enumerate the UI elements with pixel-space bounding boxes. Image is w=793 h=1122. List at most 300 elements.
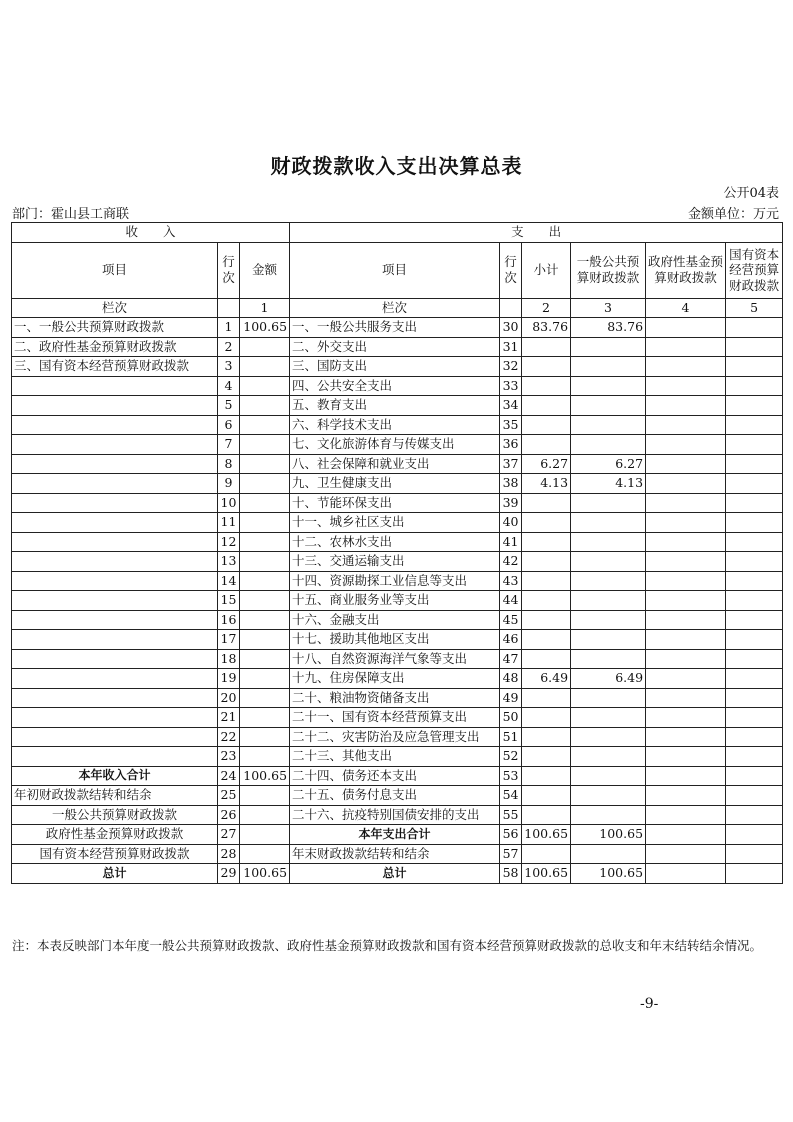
expend-line: 39 xyxy=(500,493,522,513)
subtotal-amount xyxy=(522,591,571,611)
gov-fund-amount xyxy=(646,435,726,455)
soe-budget-header: 国有资本经营预算财政拨款 xyxy=(726,242,783,298)
income-item xyxy=(12,454,218,474)
subtotal-amount xyxy=(522,766,571,786)
income-amount xyxy=(240,630,290,650)
income-line: 9 xyxy=(218,474,240,494)
soe-budget-amount xyxy=(726,474,783,494)
colnum-5: 5 xyxy=(726,298,783,318)
form-number: 公开04表 xyxy=(723,186,779,201)
income-line: 6 xyxy=(218,415,240,435)
income-line: 1 xyxy=(218,318,240,338)
general-budget-amount: 100.65 xyxy=(571,864,646,884)
expend-line: 58 xyxy=(500,864,522,884)
colnum-1: 1 xyxy=(240,298,290,318)
gov-fund-amount xyxy=(646,688,726,708)
table-row xyxy=(12,552,783,572)
expend-line: 32 xyxy=(500,357,522,377)
general-budget-amount xyxy=(571,844,646,864)
income-item xyxy=(12,474,218,494)
table-row xyxy=(12,786,783,806)
soe-budget-amount xyxy=(726,571,783,591)
subtotal-amount xyxy=(522,435,571,455)
soe-budget-amount xyxy=(726,435,783,455)
soe-budget-amount xyxy=(726,630,783,650)
gov-fund-amount xyxy=(646,318,726,338)
table-row xyxy=(12,669,783,689)
income-line: 5 xyxy=(218,396,240,416)
income-line: 12 xyxy=(218,532,240,552)
gov-fund-amount xyxy=(646,649,726,669)
gov-fund-amount xyxy=(646,669,726,689)
soe-budget-amount xyxy=(726,669,783,689)
subtotal-amount xyxy=(522,513,571,533)
income-amount xyxy=(240,805,290,825)
table-row xyxy=(12,318,783,338)
gov-fund-amount xyxy=(646,571,726,591)
soe-budget-amount xyxy=(726,396,783,416)
income-line: 23 xyxy=(218,747,240,767)
table-row xyxy=(12,688,783,708)
table-row xyxy=(12,435,783,455)
income-line: 24 xyxy=(218,766,240,786)
subtotal-amount: 100.65 xyxy=(522,864,571,884)
table-row xyxy=(12,805,783,825)
general-budget-amount xyxy=(571,532,646,552)
gov-fund-amount xyxy=(646,630,726,650)
income-item xyxy=(12,532,218,552)
income-amount xyxy=(240,513,290,533)
subtotal-header: 小计 xyxy=(522,242,571,298)
subtotal-amount xyxy=(522,552,571,572)
table-row xyxy=(12,571,783,591)
income-line: 11 xyxy=(218,513,240,533)
gov-fund-header: 政府性基金预算财政拨款 xyxy=(646,242,726,298)
general-budget-amount xyxy=(571,688,646,708)
page-number: -9- xyxy=(640,996,659,1012)
soe-budget-amount xyxy=(726,708,783,728)
income-item xyxy=(12,396,218,416)
income-item: 二、政府性基金预算财政拨款 xyxy=(12,337,218,357)
expend-item: 总计 xyxy=(290,864,500,884)
income-line: 15 xyxy=(218,591,240,611)
table-row xyxy=(12,513,783,533)
soe-budget-amount xyxy=(726,552,783,572)
expend-line: 46 xyxy=(500,630,522,650)
table-row xyxy=(12,357,783,377)
general-budget-amount xyxy=(571,610,646,630)
income-line: 2 xyxy=(218,337,240,357)
gov-fund-amount xyxy=(646,825,726,845)
soe-budget-amount xyxy=(726,688,783,708)
soe-budget-amount xyxy=(726,864,783,884)
expend-line: 34 xyxy=(500,396,522,416)
income-item xyxy=(12,649,218,669)
income-line: 27 xyxy=(218,825,240,845)
gov-fund-amount xyxy=(646,532,726,552)
gov-fund-amount xyxy=(646,864,726,884)
income-item: 国有资本经营预算财政拨款 xyxy=(12,844,218,864)
general-budget-amount xyxy=(571,805,646,825)
general-budget-amount xyxy=(571,396,646,416)
income-item xyxy=(12,591,218,611)
income-item xyxy=(12,513,218,533)
income-amount xyxy=(240,376,290,396)
income-amount xyxy=(240,844,290,864)
expend-line: 42 xyxy=(500,552,522,572)
subtotal-amount: 6.27 xyxy=(522,454,571,474)
general-budget-amount: 6.27 xyxy=(571,454,646,474)
income-item xyxy=(12,669,218,689)
soe-budget-amount xyxy=(726,747,783,767)
income-line: 25 xyxy=(218,786,240,806)
income-amount xyxy=(240,649,290,669)
expend-line: 37 xyxy=(500,454,522,474)
subtotal-amount xyxy=(522,532,571,552)
income-amount xyxy=(240,474,290,494)
subtotal-amount xyxy=(522,688,571,708)
soe-budget-amount xyxy=(726,493,783,513)
gov-fund-amount xyxy=(646,376,726,396)
soe-budget-amount xyxy=(726,649,783,669)
income-line-header: 行次 xyxy=(218,242,240,298)
expend-colnum-label: 栏次 xyxy=(290,298,500,318)
expend-item: 二十二、灾害防治及应急管理支出 xyxy=(290,727,500,747)
expend-item: 十五、商业服务业等支出 xyxy=(290,591,500,611)
expend-line-header: 行次 xyxy=(500,242,522,298)
income-line: 3 xyxy=(218,357,240,377)
expend-line: 53 xyxy=(500,766,522,786)
general-budget-amount xyxy=(571,415,646,435)
gov-fund-amount xyxy=(646,474,726,494)
income-item-header: 项目 xyxy=(12,242,218,298)
income-item xyxy=(12,552,218,572)
income-line: 21 xyxy=(218,708,240,728)
expend-line: 33 xyxy=(500,376,522,396)
table-row xyxy=(12,747,783,767)
general-budget-amount xyxy=(571,766,646,786)
soe-budget-amount xyxy=(726,844,783,864)
gov-fund-amount xyxy=(646,493,726,513)
subtotal-amount xyxy=(522,805,571,825)
expend-line: 57 xyxy=(500,844,522,864)
expend-item: 十、节能环保支出 xyxy=(290,493,500,513)
soe-budget-amount xyxy=(726,513,783,533)
income-amount xyxy=(240,571,290,591)
colnum-2: 2 xyxy=(522,298,571,318)
gov-fund-amount xyxy=(646,396,726,416)
general-budget-amount xyxy=(571,357,646,377)
income-item xyxy=(12,435,218,455)
income-amount xyxy=(240,591,290,611)
income-line: 16 xyxy=(218,610,240,630)
expend-item: 十七、援助其他地区支出 xyxy=(290,630,500,650)
table-row xyxy=(12,844,783,864)
gov-fund-amount xyxy=(646,786,726,806)
table-row xyxy=(12,649,783,669)
income-amount xyxy=(240,493,290,513)
income-line: 28 xyxy=(218,844,240,864)
income-amount-header: 金额 xyxy=(240,242,290,298)
income-amount xyxy=(240,825,290,845)
income-amount xyxy=(240,727,290,747)
subtotal-amount: 6.49 xyxy=(522,669,571,689)
subtotal-amount xyxy=(522,396,571,416)
expend-line: 45 xyxy=(500,610,522,630)
table-row xyxy=(12,610,783,630)
gov-fund-amount xyxy=(646,610,726,630)
income-amount: 100.65 xyxy=(240,318,290,338)
gov-fund-amount xyxy=(646,454,726,474)
fiscal-summary-table xyxy=(11,222,783,884)
income-item xyxy=(12,688,218,708)
expend-line: 36 xyxy=(500,435,522,455)
income-amount xyxy=(240,747,290,767)
footnote: 注：本表反映部门本年度一般公共预算财政拨款、政府性基金预算财政拨款和国有资本经营预算财政拨款的总收支和年末结转结余情况。 xyxy=(12,938,763,953)
income-item xyxy=(12,493,218,513)
subtotal-amount xyxy=(522,747,571,767)
department-label: 部门：霍山县工商联 xyxy=(12,207,130,222)
expend-item: 一、一般公共服务支出 xyxy=(290,318,500,338)
income-amount xyxy=(240,357,290,377)
income-item: 三、国有资本经营预算财政拨款 xyxy=(12,357,218,377)
general-budget-amount xyxy=(571,552,646,572)
soe-budget-amount xyxy=(726,415,783,435)
soe-budget-amount xyxy=(726,532,783,552)
table-row xyxy=(12,337,783,357)
income-item xyxy=(12,610,218,630)
soe-budget-amount xyxy=(726,337,783,357)
expend-item: 十二、农林水支出 xyxy=(290,532,500,552)
table-row xyxy=(12,708,783,728)
general-budget-amount: 100.65 xyxy=(571,825,646,845)
expend-item: 二十六、抗疫特别国债安排的支出 xyxy=(290,805,500,825)
expend-item: 十三、交通运输支出 xyxy=(290,552,500,572)
general-budget-amount xyxy=(571,435,646,455)
general-budget-amount: 4.13 xyxy=(571,474,646,494)
income-item: 一、一般公共预算财政拨款 xyxy=(12,318,218,338)
gov-fund-amount xyxy=(646,337,726,357)
table-row xyxy=(12,630,783,650)
expend-line: 49 xyxy=(500,688,522,708)
subtotal-amount xyxy=(522,493,571,513)
table-row xyxy=(12,454,783,474)
expend-line: 52 xyxy=(500,747,522,767)
income-amount xyxy=(240,532,290,552)
income-line: 20 xyxy=(218,688,240,708)
soe-budget-amount xyxy=(726,376,783,396)
income-line: 26 xyxy=(218,805,240,825)
expend-line: 51 xyxy=(500,727,522,747)
expend-item: 二十五、债务付息支出 xyxy=(290,786,500,806)
colnum-4: 4 xyxy=(646,298,726,318)
subtotal-amount: 83.76 xyxy=(522,318,571,338)
income-amount xyxy=(240,396,290,416)
expend-line-colnum xyxy=(500,298,522,318)
expend-header: 支 出 xyxy=(290,223,783,243)
subtotal-amount xyxy=(522,415,571,435)
income-amount: 100.65 xyxy=(240,864,290,884)
income-item: 总计 xyxy=(12,864,218,884)
income-line: 7 xyxy=(218,435,240,455)
expend-item: 十一、城乡社区支出 xyxy=(290,513,500,533)
income-amount xyxy=(240,435,290,455)
table-row xyxy=(12,532,783,552)
income-line: 13 xyxy=(218,552,240,572)
income-line: 18 xyxy=(218,649,240,669)
income-amount: 100.65 xyxy=(240,766,290,786)
gov-fund-amount xyxy=(646,844,726,864)
soe-budget-amount xyxy=(726,610,783,630)
expend-line: 44 xyxy=(500,591,522,611)
income-item xyxy=(12,708,218,728)
general-budget-amount xyxy=(571,747,646,767)
soe-budget-amount xyxy=(726,357,783,377)
soe-budget-amount xyxy=(726,454,783,474)
income-amount xyxy=(240,337,290,357)
expend-item: 十六、金融支出 xyxy=(290,610,500,630)
income-amount xyxy=(240,454,290,474)
expend-item: 二十四、债务还本支出 xyxy=(290,766,500,786)
subtotal-amount xyxy=(522,337,571,357)
subtotal-amount xyxy=(522,376,571,396)
expend-item: 十八、自然资源海洋气象等支出 xyxy=(290,649,500,669)
income-item: 政府性基金预算财政拨款 xyxy=(12,825,218,845)
income-amount xyxy=(240,610,290,630)
page-title: 财政拨款收入支出决算总表 xyxy=(270,154,523,178)
general-budget-amount: 83.76 xyxy=(571,318,646,338)
income-item: 一般公共预算财政拨款 xyxy=(12,805,218,825)
expend-item: 八、社会保障和就业支出 xyxy=(290,454,500,474)
gov-fund-amount xyxy=(646,708,726,728)
subtotal-amount xyxy=(522,844,571,864)
general-budget-amount xyxy=(571,630,646,650)
expend-item: 二十一、国有资本经营预算支出 xyxy=(290,708,500,728)
expend-line: 30 xyxy=(500,318,522,338)
expend-line: 31 xyxy=(500,337,522,357)
soe-budget-amount xyxy=(726,766,783,786)
expend-item: 四、公共安全支出 xyxy=(290,376,500,396)
general-budget-amount xyxy=(571,571,646,591)
expend-line: 40 xyxy=(500,513,522,533)
income-item xyxy=(12,376,218,396)
gov-fund-amount xyxy=(646,513,726,533)
income-item: 年初财政拨款结转和结余 xyxy=(12,786,218,806)
general-budget-amount xyxy=(571,337,646,357)
expend-line: 38 xyxy=(500,474,522,494)
soe-budget-amount xyxy=(726,591,783,611)
general-budget-amount xyxy=(571,708,646,728)
income-item xyxy=(12,415,218,435)
expend-item: 五、教育支出 xyxy=(290,396,500,416)
income-colnum-label: 栏次 xyxy=(12,298,218,318)
table-row xyxy=(12,474,783,494)
general-budget-amount xyxy=(571,591,646,611)
expend-item: 十四、资源勘探工业信息等支出 xyxy=(290,571,500,591)
income-amount xyxy=(240,708,290,728)
table-row xyxy=(12,493,783,513)
income-item xyxy=(12,747,218,767)
soe-budget-amount xyxy=(726,727,783,747)
expend-item: 三、国防支出 xyxy=(290,357,500,377)
table-row xyxy=(12,825,783,845)
income-amount xyxy=(240,786,290,806)
table-row xyxy=(12,766,783,786)
gov-fund-amount xyxy=(646,766,726,786)
subtotal-amount: 100.65 xyxy=(522,825,571,845)
general-budget-amount xyxy=(571,649,646,669)
income-item xyxy=(12,727,218,747)
gov-fund-amount xyxy=(646,591,726,611)
amount-unit-label: 金额单位：万元 xyxy=(687,207,779,222)
soe-budget-amount xyxy=(726,825,783,845)
income-line: 14 xyxy=(218,571,240,591)
soe-budget-amount xyxy=(726,318,783,338)
gov-fund-amount xyxy=(646,552,726,572)
subtotal-amount xyxy=(522,649,571,669)
income-line: 10 xyxy=(218,493,240,513)
income-amount xyxy=(240,669,290,689)
gov-fund-amount xyxy=(646,805,726,825)
table-row xyxy=(12,864,783,884)
general-budget-amount xyxy=(571,493,646,513)
income-line-colnum xyxy=(218,298,240,318)
table-row xyxy=(12,376,783,396)
general-budget-amount xyxy=(571,786,646,806)
expend-item: 六、科学技术支出 xyxy=(290,415,500,435)
expend-line: 43 xyxy=(500,571,522,591)
gov-fund-amount xyxy=(646,357,726,377)
income-line: 29 xyxy=(218,864,240,884)
income-item: 本年收入合计 xyxy=(12,766,218,786)
subtotal-amount: 4.13 xyxy=(522,474,571,494)
income-item xyxy=(12,571,218,591)
expend-item: 本年支出合计 xyxy=(290,825,500,845)
income-amount xyxy=(240,688,290,708)
expend-line: 47 xyxy=(500,649,522,669)
expend-line: 56 xyxy=(500,825,522,845)
expend-item: 九、卫生健康支出 xyxy=(290,474,500,494)
general-budget-amount: 6.49 xyxy=(571,669,646,689)
subtotal-amount xyxy=(522,630,571,650)
subtotal-amount xyxy=(522,727,571,747)
expend-item: 七、文化旅游体育与传媒支出 xyxy=(290,435,500,455)
expend-line: 55 xyxy=(500,805,522,825)
expend-line: 48 xyxy=(500,669,522,689)
table-row xyxy=(12,396,783,416)
subtotal-amount xyxy=(522,571,571,591)
soe-budget-amount xyxy=(726,805,783,825)
table-row xyxy=(12,727,783,747)
income-line: 8 xyxy=(218,454,240,474)
income-header: 收 入 xyxy=(12,223,290,243)
gov-fund-amount xyxy=(646,747,726,767)
general-budget-amount xyxy=(571,376,646,396)
subtotal-amount xyxy=(522,786,571,806)
expend-line: 50 xyxy=(500,708,522,728)
income-line: 22 xyxy=(218,727,240,747)
soe-budget-amount xyxy=(726,786,783,806)
income-amount xyxy=(240,415,290,435)
general-budget-header: 一般公共预算财政拨款 xyxy=(571,242,646,298)
general-budget-amount xyxy=(571,513,646,533)
gov-fund-amount xyxy=(646,727,726,747)
expend-item: 二十、粮油物资储备支出 xyxy=(290,688,500,708)
table-row xyxy=(12,415,783,435)
expend-item: 年末财政拨款结转和结余 xyxy=(290,844,500,864)
colnum-3: 3 xyxy=(571,298,646,318)
expend-line: 54 xyxy=(500,786,522,806)
